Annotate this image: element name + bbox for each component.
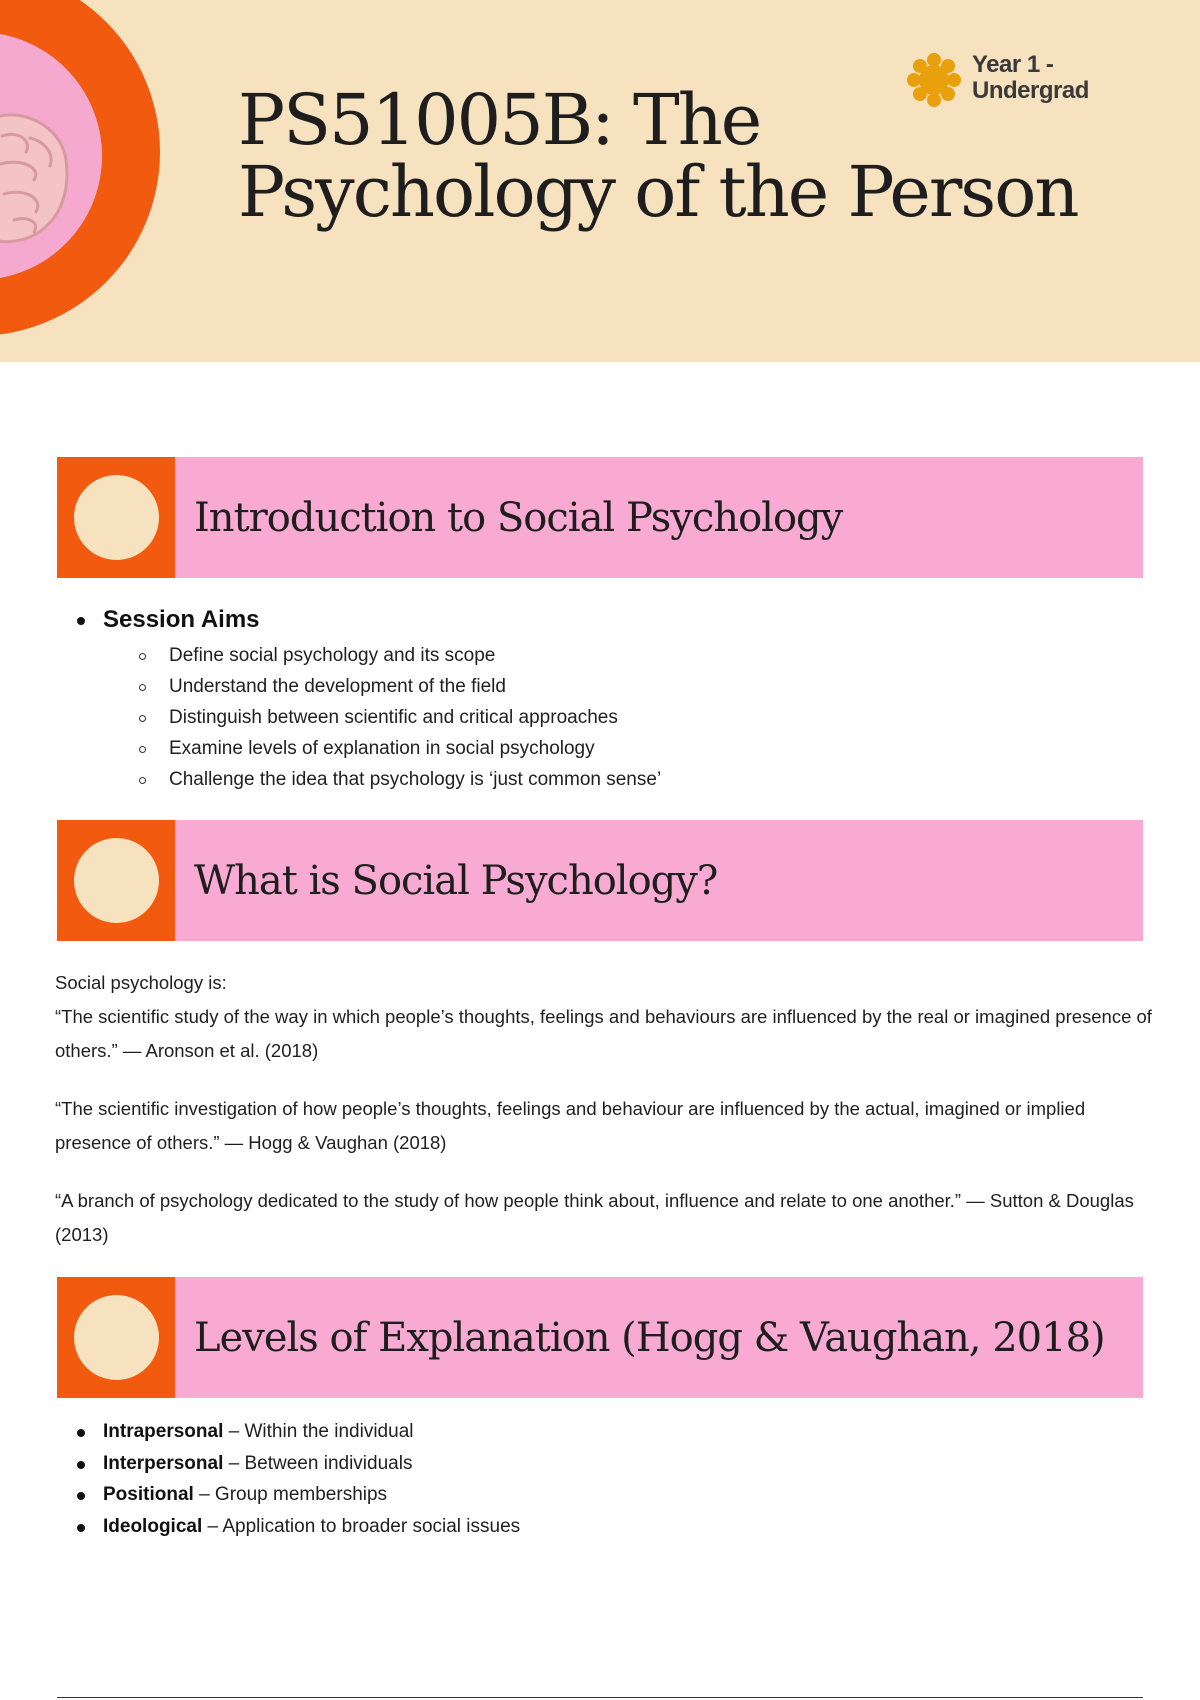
level-desc: – Group memberships — [193, 1484, 388, 1505]
aim-item: Understand the development of the field — [139, 671, 1055, 702]
badge-line-1: Year 1 - — [972, 51, 1054, 78]
section-title: Introduction to Social Psychology — [194, 494, 843, 541]
section-title: What is Social Psychology? — [194, 857, 718, 904]
definitions-intro: Social psychology is: — [55, 972, 227, 993]
page-title: PS51005B: The Psychology of the Person — [238, 79, 1078, 233]
level-desc: – Within the individual — [223, 1421, 414, 1442]
definition-quote: “The scientific study of the way in which people’s thoughts, feelings and behaviours are influenced by the real or imagined presence of others.” — Aronson et al. (2018) — [55, 1006, 1152, 1061]
banner-tab — [57, 457, 175, 578]
definition-quote: “A branch of psychology dedicated to the study of how people think about, influence and relate to one another.” — Sutton & Douglas (2013) — [55, 1190, 1134, 1245]
level-item — [55, 1511, 1055, 1543]
aim-item: Examine levels of explanation in social psychology — [139, 733, 1055, 764]
definitions — [55, 966, 1155, 1276]
level-item — [55, 1448, 1055, 1480]
brain-icon — [0, 108, 70, 248]
session-aims-heading: Session Aims — [55, 600, 1055, 640]
levels-list — [55, 1416, 1055, 1542]
year-badge — [906, 52, 1122, 108]
aim-item: Distinguish between scientific and critical approaches — [139, 702, 1055, 733]
section-banner-what-is — [57, 820, 1143, 941]
level-item — [55, 1416, 1055, 1448]
aim-item: Challenge the idea that psychology is ‘just common sense’ — [139, 764, 1055, 795]
session-aims — [55, 600, 1055, 795]
sun-star-icon — [906, 52, 962, 108]
section-banner-introduction — [57, 457, 1143, 578]
level-term: Intrapersonal — [103, 1421, 224, 1442]
badge-line-2: Undergrad — [972, 77, 1089, 104]
banner-dot — [74, 838, 159, 923]
level-term: Positional — [103, 1484, 194, 1505]
badge-text — [972, 52, 1122, 104]
level-term: Ideological — [103, 1515, 203, 1537]
level-item — [55, 1479, 1055, 1511]
banner-tab — [57, 1277, 175, 1398]
aims-list — [55, 640, 1055, 795]
banner-tab — [57, 820, 175, 941]
level-term: Interpersonal — [103, 1452, 224, 1474]
section-banner-levels — [57, 1277, 1143, 1398]
definition-quote: “The scientific investigation of how people’s thoughts, feelings and behaviour are influenced by the actual, imagined or implied presence of others.” — Hogg & Vaughan (2018) — [55, 1098, 1086, 1153]
page-header — [0, 0, 1200, 362]
footer-rule — [57, 1697, 1143, 1698]
section-title: Levels of Explanation (Hogg & Vaughan, 2018) — [194, 1314, 1105, 1361]
banner-dot — [74, 1295, 159, 1380]
aim-item: Define social psychology and its scope — [139, 640, 1055, 671]
level-desc: – Application to broader social issues — [202, 1515, 521, 1537]
level-desc: – Between individuals — [223, 1452, 413, 1474]
banner-dot — [74, 475, 159, 560]
